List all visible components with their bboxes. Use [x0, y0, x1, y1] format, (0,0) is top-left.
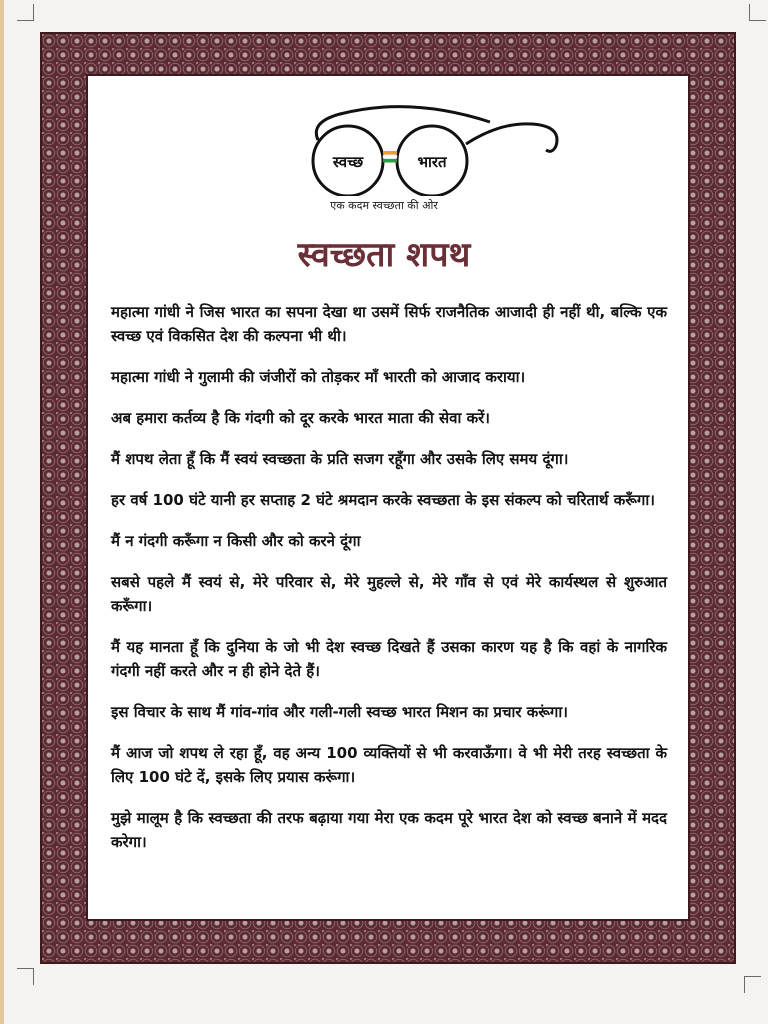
stripe-white	[383, 155, 397, 159]
glasses-temple	[466, 124, 557, 152]
oath-paragraph-11: मुझे मालूम है कि स्वच्छता की तरफ बढ़ाया गया मेरा एक कदम पूरे भारत देश को स्वच्छ बनाने में मदद करेगा।	[111, 809, 667, 851]
oath-paragraph-4: मैं शपथ लेता हूँ कि मैं स्वयं स्वच्छता के प्रति सजग रहूँगा और उसके लिए समय दूंगा।	[111, 450, 569, 468]
left-edge-strip	[0, 0, 4, 1024]
stripe-green	[383, 159, 397, 163]
oath-paragraph-3: अब हमारा कर्तव्य है कि गंदगी को दूर करके भारत माता की सेवा करें।	[111, 409, 490, 427]
page-title: स्वच्छता शपथ	[297, 235, 471, 275]
oath-paragraph-1: महात्मा गांधी ने जिस भारत का सपना देखा था उसमें सिर्फ राजनैतिक आजादी ही नहीं थी, बल्कि एक स्वच्छ एवं विकसित देश की कल्पना भी थी।	[111, 303, 667, 345]
crop-mark-top-right	[749, 4, 766, 21]
swachh-bharat-logo	[270, 74, 570, 196]
crop-mark-top-left	[17, 4, 34, 21]
oath-paragraph-2: महात्मा गांधी ने गुलामी की जंजीरों को तोड़कर माँ भारती को आजाद कराया।	[111, 368, 526, 386]
oath-paragraph-6: मैं न गंदगी करूँगा न किसी और को करने दूंगा	[111, 532, 361, 550]
glasses-frame-top	[316, 107, 490, 140]
oath-paragraph-8: मैं यह मानता हूँ कि दुनिया के जो भी देश स्वच्छ दिखते हैं उसका कारण यह है कि वहां के नागरिक गंदगी नहीं करते और न ही होने देते हैं।	[111, 638, 667, 680]
logo-right-word: भारत	[417, 153, 447, 171]
logo-left-word: स्वच्छ	[332, 153, 364, 171]
crop-mark-bottom-left	[17, 968, 34, 985]
oath-paragraph-7: सबसे पहले मैं स्वयं से, मेरे परिवार से, मेरे मुहल्ले से, मेरे गाँव से एवं मेरे कार्यस्थल से शुरुआत करूँगा।	[111, 573, 667, 615]
oath-paragraph-9: इस विचार के साथ मैं गांव-गांव और गली-गली स्वच्छ भारत मिशन का प्रचार करूंगा।	[111, 703, 568, 721]
oath-paragraph-10: मैं आज जो शपथ ले रहा हूँ, वह अन्य 100 व्यक्तियों से भी करवाऊँगा। वे भी मेरी तरह स्वच्छता के लिए 100 घंटे दें, इसके लिए प्रयास करूंगा।	[111, 744, 667, 786]
stripe-saffron	[383, 151, 397, 155]
crop-mark-bottom-right	[744, 976, 761, 993]
logo-tagline: एक कदम स्वच्छता की ओर	[330, 199, 438, 212]
oath-text	[111, 300, 667, 871]
oath-paragraph-5: हर वर्ष 100 घंटे यानी हर सप्ताह 2 घंटे श्रमदान करके स्वच्छता के इस संकल्प को चरितार्थ करूँगा।	[111, 491, 655, 509]
